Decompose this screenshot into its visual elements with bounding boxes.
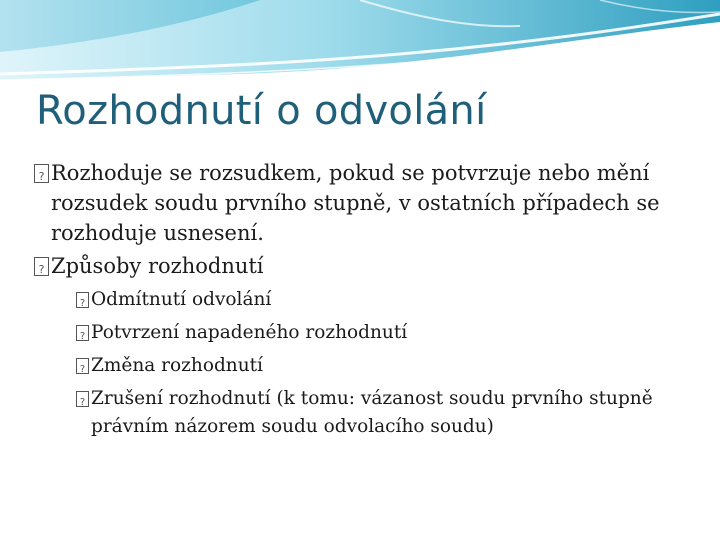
bullet-glyph-icon [76, 391, 89, 407]
slide-title: Rozhodnutí o odvolání [36, 88, 487, 134]
sub-bullet-item [76, 385, 694, 441]
sub-bullet-text: Potvrzení napadeného rozhodnutí [91, 322, 408, 343]
bullet-glyph-icon [34, 164, 49, 183]
bullet-glyph-icon [76, 325, 89, 341]
sub-bullet-text: Změna rozhodnutí [91, 355, 263, 376]
bullet-glyph-icon [76, 358, 89, 374]
header-wave-banner [0, 0, 720, 90]
bullet-glyph-icon [34, 257, 49, 276]
bullet-item [34, 251, 694, 281]
bullet-item [34, 158, 694, 248]
bullet-text: Způsoby rozhodnutí [51, 254, 264, 278]
sub-bullet-item [76, 286, 694, 314]
sub-bullet-text: Odmítnutí odvolání [91, 289, 272, 310]
sub-bullet-item [76, 352, 694, 380]
sub-bullet-text: Zrušení rozhodnutí (k tomu: vázanost soudu prvního stupně právním názorem soudu odvolacího soudu) [91, 388, 653, 437]
bullet-glyph-icon [76, 292, 89, 308]
bullet-text: Rozhoduje se rozsudkem, pokud se potvrzuje nebo mění rozsudek soudu prvního stupně, v ostatních případech se rozhoduje usnesení. [51, 161, 660, 245]
slide-body [34, 158, 694, 441]
sub-bullet-item [76, 319, 694, 347]
